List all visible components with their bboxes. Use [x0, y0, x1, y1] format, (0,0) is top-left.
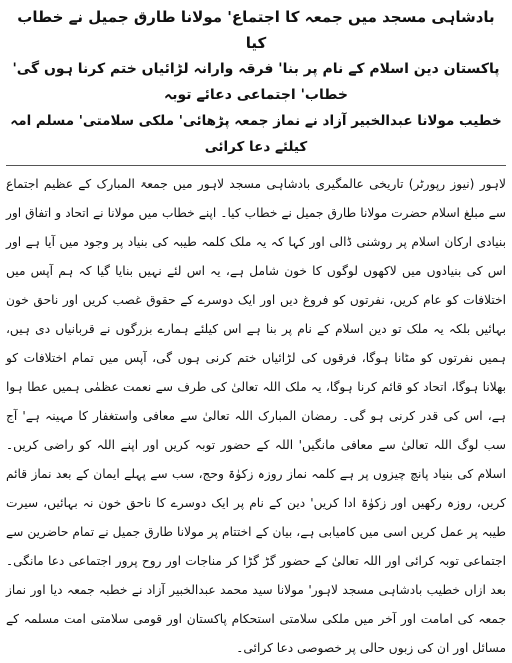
article-body: لاہور (نیوز رپورٹر) تاریخی عالمگیری بادشاہی مسجد لاہور میں جمعۃ المبارک کے عظیم اجتماع سے مبلغ اسلام حضرت مولانا طارق جمیل نے خطاب کیا۔ اپنے خطاب میں مولانا نے اتحاد و اتفاق اور بنیادی ارکان اسلام پر روشنی ڈالی اور کہا کہ یہ ملک کلمہ طیبہ کی بنیاد پر وجود میں آیا ہے اور اس کی بنیادوں میں لاکھوں لوگوں کا خون شامل ہے، یہ اس لئے نہیں بنایا گیا کہ ہم آپس میں اختلافات کو عام کریں، نفرتوں کو فروغ دیں اور ایک دوسرے کے حقوق غصب کریں اور ناحق خون بہائیں بلکہ یہ ملک تو دین اسلام کے نام پر بنا ہے اس کیلئے ہمارے بزرگوں نے قربانیاں دی ہیں، ہمیں نفرتوں کو مٹانا ہوگا، فرقوں کی لڑائیاں ختم کرنی ہوں گی، آپس میں تمام اختلافات کو بھلانا ہوگا، اتحاد کو قائم کرنا ہوگا، یہ ملک اللہ تعالیٰ کی طرف سے نعمت عظمٰی ہمیں عطا ہوا ہے، اس کی قدر کرنی ہو گی۔ رمضان المبارک اللہ تعالیٰ سے معافی واستغفار کا مہینہ ہے' آج سب لوگ اللہ تعالیٰ سے معافی مانگیں' اللہ کے حضور توبہ کریں اور اپنے اللہ کو راضی کریں۔ اسلام کی بنیاد پانچ چیزوں پر ہے کلمہ نماز روزہ زکوٰۃ وحج، سب سے پہلے ایمان کے بعد نماز قائم کریں، روزہ رکھیں اور زکوٰۃ ادا کریں' دین کے نام پر ایک دوسرے کا ناحق خون نہ بہائیں، سیرت طیبہ پر عمل کریں اسی میں کامیابی ہے، بیان کے اختتام پر مولانا طارق جمیل نے تمام حاضرین سے اجتماعی توبہ کرائی اور اللہ تعالیٰ کے حضور گڑ گڑا کر مناجات اور روح پرور اجتماعی دعا مانگی۔ بعد ازاں خطیب بادشاہی مسجد لاہور' مولانا سید محمد عبدالخبیر آزاد نے خطبہ جمعہ دیا اور نماز جمعہ کی امامت اور آخر میں ملکی سلامتی استحکام پاکستان اور قومی سلامتی امت مسلمہ کے مسائل اور ان کی زبوں حالی پر خصوصی دعا کرائی۔	[6, 177, 506, 655]
headline-block	[6, 4, 506, 160]
sub-headline: پاکستان دین اسلام کے نام پر بنا' فرقہ وارانہ لڑائیاں ختم کرنا ہوں گی' خطاب' اجتماعی دعائے توبہ	[12, 61, 500, 103]
divider	[6, 165, 506, 166]
main-headline: بادشاہی مسجد میں جمعہ کا اجتماع' مولانا طارق جمیل نے خطاب کیا	[17, 8, 495, 52]
sub-headline: خطیب مولانا عبدالخبیر آزاد نے نماز جمعہ پڑھائی' ملکی سلامتی' مسلم امہ کیلئے دعا کرائی	[10, 113, 502, 155]
